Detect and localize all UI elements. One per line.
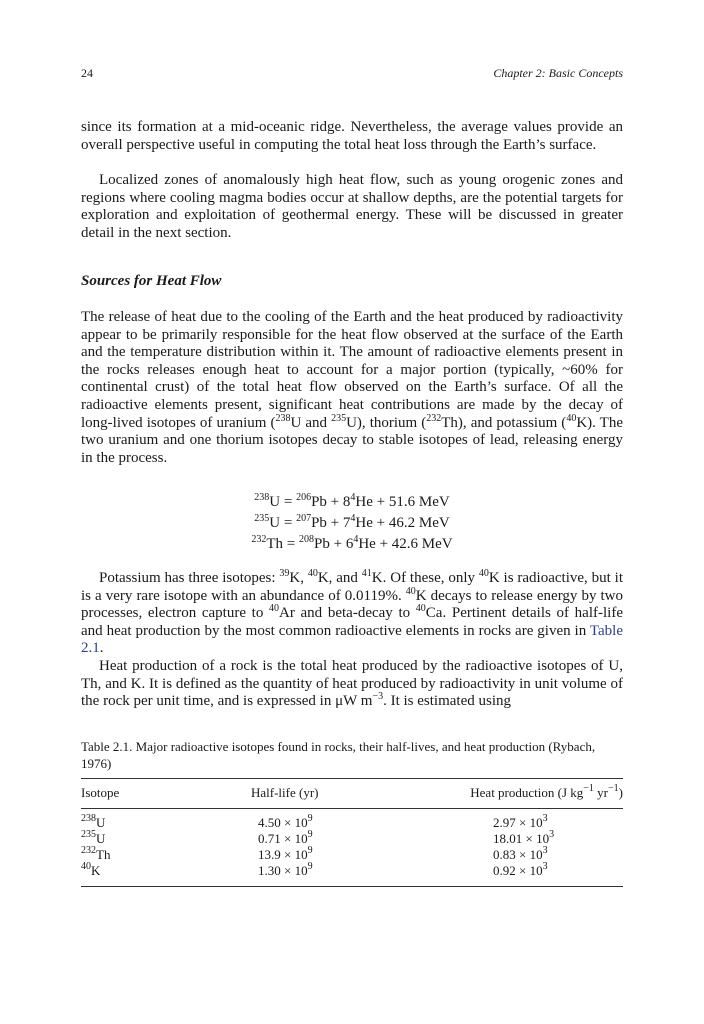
equation-u235: $^{235}U = ^{207}Pb + 7^4He + 46.2$ MeV bbox=[254, 513, 450, 531]
table-caption: Table 2.1. Major radioactive isotopes found in rocks, their half-lives, and heat production (Rybach, 1976) bbox=[81, 739, 596, 771]
header-isotope: Isotope bbox=[81, 785, 120, 800]
paragraph-heat-production: Heat production of a rock is the total heat produced by the radioactive isotopes of U, Th, and K. It is defined as the quantity of heat produced by radioactivity in unit volume of the rock per unit time, and is expressed in μW $m^{-3}$. It is estimated using bbox=[81, 658, 623, 710]
page-header bbox=[81, 66, 623, 81]
table-bottom-rule bbox=[81, 886, 623, 887]
table-header-rule bbox=[81, 808, 623, 809]
section-heading: Sources for Heat Flow bbox=[81, 273, 222, 289]
paragraph-continuation: since its formation at a mid-oceanic ridge. Nevertheless, the average values provide an overall perspective useful in computing the total heat loss through the Earth’s surface. bbox=[81, 119, 623, 153]
header-heat-production: Heat production (J $kg^{-1}$ $yr^{-1}$) bbox=[470, 783, 623, 800]
paragraph-localized-zones: Localized zones of anomalously high heat flow, such as young orogenic zones and regions where cooling magma bodies occur at shallow depths, are the potential targets for exploration and exploitation of geothermal energy. These will be discussed in greater detail in the next section. bbox=[81, 172, 623, 241]
table-header-row bbox=[81, 785, 623, 805]
table-row bbox=[81, 815, 623, 831]
cell-heat-production: $0.92 \times 10^3$ bbox=[493, 861, 548, 878]
cell-isotope: $^{238}$U bbox=[81, 813, 106, 830]
equation-u238: $^{238}U = ^{206}Pb + 8^4He + 51.6$ MeV bbox=[254, 492, 450, 510]
paragraph-heat-sources: The release of heat due to the cooling of the Earth and the heat produced by radioactivity appear to be primarily responsible for the heat flow observed at the surface of the Earth and the temperature distribution within it. The amount of radioactive elements present in the rocks releases enough heat to account for a major portion (typically, ~60% for continental crust) of the total heat flow observed on the Earth’s surface. Of all the radioactive elements present, significant heat contributions are made by the decay of long-lived isotopes of uranium ($^{238}$U and $^{235}$U), thorium ($^{232}$Th), and potassium ($^{40}$K). The two uranium and one thorium isotopes decay to stable isotopes of lead, releasing energy in the process. bbox=[81, 309, 623, 466]
cell-half-life: $13.9 \times 10^9$ bbox=[258, 845, 313, 862]
isotope-table-body bbox=[81, 815, 623, 879]
cell-heat-production: $0.83 \times 10^3$ bbox=[493, 845, 548, 862]
cell-heat-production: $18.01 \times 10^3$ bbox=[493, 829, 555, 846]
cell-isotope: $^{232}$Th bbox=[81, 845, 111, 862]
paragraph-potassium: Potassium has three isotopes: $^{39}$K, $^{40}$K, and $^{41}$K. Of these, only $^{40}$K is radioactive, but it is a very rare isotope with an abundance of 0.0119%. $^{40}$K decays to release energy by two processes, electron capture to $^{40}$Ar and beta-decay to $^{40}$Ca. Pertinent details of half-life and heat production by the most common radioactive elements in rocks are given in Table 2.1. bbox=[81, 568, 623, 657]
cell-half-life: $4.50 \times 10^9$ bbox=[258, 813, 313, 830]
table-2-1-link[interactable]: Table 2.1 bbox=[81, 622, 623, 657]
cell-isotope: $^{40}$K bbox=[81, 861, 101, 878]
header-half-life: Half-life (yr) bbox=[251, 785, 319, 800]
cell-isotope: $^{235}$U bbox=[81, 829, 106, 846]
cell-heat-production: $2.97 \times 10^3$ bbox=[493, 813, 548, 830]
table-top-rule bbox=[81, 778, 623, 779]
page-number: 24 bbox=[81, 66, 93, 80]
table-row bbox=[81, 863, 623, 879]
running-title: Chapter 2: Basic Concepts bbox=[493, 66, 623, 80]
cell-half-life: $1.30 \times 10^9$ bbox=[258, 861, 313, 878]
decay-equations bbox=[0, 492, 704, 555]
equation-th232: $^{232}Th = ^{208}Pb + 6^4He + 42.6$ MeV bbox=[251, 534, 453, 552]
cell-half-life: $0.71 \times 10^9$ bbox=[258, 829, 313, 846]
isotope-table-header bbox=[81, 785, 623, 805]
